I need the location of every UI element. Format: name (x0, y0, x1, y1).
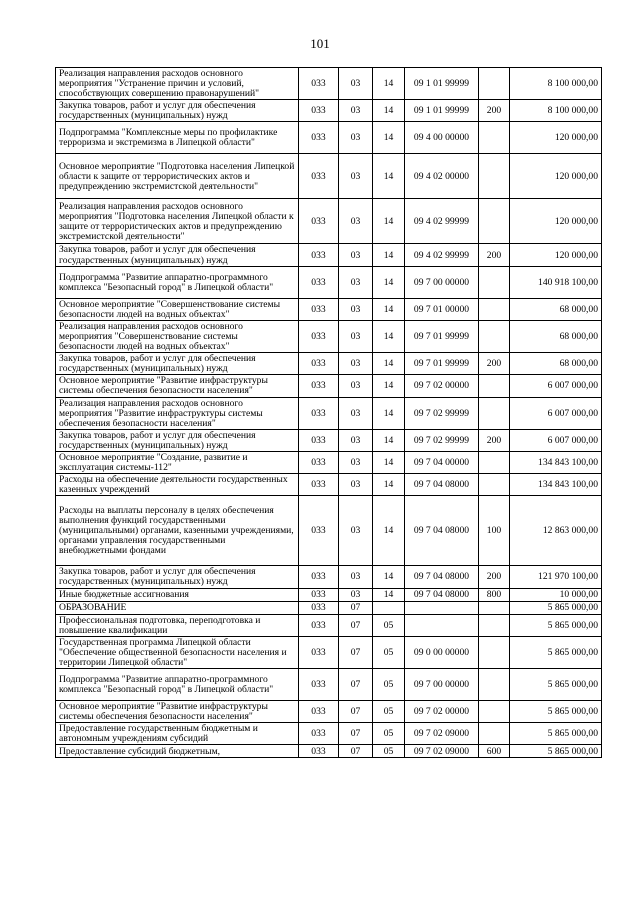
subsection-cell: 14 (373, 474, 405, 496)
section-cell: 03 (339, 566, 373, 588)
expense-type-cell (479, 375, 510, 397)
expense-type-cell: 600 (479, 745, 510, 758)
target-article-cell: 09 7 01 99999 (405, 353, 479, 375)
amount-cell: 120 000,00 (510, 122, 602, 154)
expense-name-cell: Основное мероприятие "Развитие инфраструктуры системы обеспечения безопасности населения" (56, 375, 299, 397)
section-cell: 07 (339, 701, 373, 723)
section-cell: 07 (339, 636, 373, 668)
expense-type-cell (479, 451, 510, 473)
expense-name-cell: Основное мероприятие "Подготовка населения Липецкой области к защите от террористических актов и предупреждению экстремистской деятельности" (56, 154, 299, 199)
table-row (56, 474, 602, 496)
section-cell: 07 (339, 614, 373, 636)
target-article-cell: 09 7 04 08000 (405, 496, 479, 566)
subsection-cell: 05 (373, 636, 405, 668)
amount-cell: 120 000,00 (510, 154, 602, 199)
amount-cell: 121 970 100,00 (510, 566, 602, 588)
expense-name-cell: Реализация направления расходов основного мероприятия "Развитие инфраструктуры системы обеспечения безопасности населения" (56, 397, 299, 429)
section-cell: 03 (339, 375, 373, 397)
table-row (56, 68, 602, 100)
expense-name-cell: Закупка товаров, работ и услуг для обеспечения государственных (муниципальных) нужд (56, 566, 299, 588)
target-article-cell: 09 7 00 00000 (405, 266, 479, 298)
expense-name-cell: Предоставление субсидий бюджетным, (56, 745, 299, 758)
amount-cell: 5 865 000,00 (510, 723, 602, 745)
expense-type-cell: 200 (479, 353, 510, 375)
table-row (56, 496, 602, 566)
expense-name-cell: Основное мероприятие "Развитие инфраструктуры системы обеспечения безопасности населения" (56, 701, 299, 723)
target-article-cell: 09 4 00 00000 (405, 122, 479, 154)
table-row (56, 451, 602, 473)
budget-table (55, 67, 602, 758)
target-article-cell: 09 1 01 99999 (405, 100, 479, 122)
section-cell: 03 (339, 429, 373, 451)
expense-type-cell (479, 701, 510, 723)
table-row (56, 614, 602, 636)
expense-name-cell: Реализация направления расходов основного мероприятия "Подготовка населения Липецкой области к защите от террористических актов и предупреждению экстремистской деятельности" (56, 199, 299, 244)
ministry-code-cell: 033 (299, 320, 339, 352)
amount-cell: 140 918 100,00 (510, 266, 602, 298)
ministry-code-cell: 033 (299, 588, 339, 601)
table-row (56, 636, 602, 668)
amount-cell: 6 007 000,00 (510, 375, 602, 397)
target-article-cell: 09 7 02 09000 (405, 745, 479, 758)
section-cell: 03 (339, 298, 373, 320)
target-article-cell: 09 4 02 99999 (405, 199, 479, 244)
expense-type-cell: 200 (479, 100, 510, 122)
section-cell: 03 (339, 199, 373, 244)
subsection-cell: 14 (373, 122, 405, 154)
target-article-cell: 09 7 04 08000 (405, 588, 479, 601)
expense-name-cell: Закупка товаров, работ и услуг для обеспечения государственных (муниципальных) нужд (56, 429, 299, 451)
ministry-code-cell: 033 (299, 429, 339, 451)
target-article-cell: 09 7 04 08000 (405, 566, 479, 588)
ministry-code-cell: 033 (299, 244, 339, 266)
ministry-code-cell: 033 (299, 100, 339, 122)
target-article-cell: 09 7 04 08000 (405, 474, 479, 496)
amount-cell: 5 865 000,00 (510, 636, 602, 668)
ministry-code-cell: 033 (299, 601, 339, 614)
ministry-code-cell: 033 (299, 566, 339, 588)
expense-type-cell (479, 669, 510, 701)
amount-cell: 8 100 000,00 (510, 100, 602, 122)
ministry-code-cell: 033 (299, 199, 339, 244)
table-row (56, 154, 602, 199)
table-row (56, 601, 602, 614)
ministry-code-cell: 033 (299, 723, 339, 745)
ministry-code-cell: 033 (299, 474, 339, 496)
subsection-cell: 05 (373, 745, 405, 758)
table-row (56, 723, 602, 745)
section-cell: 03 (339, 588, 373, 601)
expense-type-cell (479, 614, 510, 636)
amount-cell: 120 000,00 (510, 199, 602, 244)
amount-cell: 5 865 000,00 (510, 701, 602, 723)
target-article-cell: 09 7 02 00000 (405, 375, 479, 397)
amount-cell: 10 000,00 (510, 588, 602, 601)
amount-cell: 6 007 000,00 (510, 429, 602, 451)
ministry-code-cell: 033 (299, 298, 339, 320)
subsection-cell: 14 (373, 496, 405, 566)
target-article-cell: 09 0 00 00000 (405, 636, 479, 668)
ministry-code-cell: 033 (299, 154, 339, 199)
subsection-cell: 14 (373, 320, 405, 352)
section-cell: 03 (339, 474, 373, 496)
amount-cell: 8 100 000,00 (510, 68, 602, 100)
target-article-cell: 09 7 02 99999 (405, 397, 479, 429)
expense-type-cell (479, 68, 510, 100)
table-row (56, 397, 602, 429)
subsection-cell: 14 (373, 566, 405, 588)
amount-cell: 134 843 100,00 (510, 451, 602, 473)
amount-cell: 5 865 000,00 (510, 614, 602, 636)
section-cell: 03 (339, 397, 373, 429)
expense-name-cell: Основное мероприятие "Создание, развитие и эксплуатация системы-112" (56, 451, 299, 473)
expense-name-cell: Основное мероприятие "Совершенствование системы безопасности людей на водных объектах" (56, 298, 299, 320)
ministry-code-cell: 033 (299, 496, 339, 566)
amount-cell: 12 863 000,00 (510, 496, 602, 566)
expense-name-cell: Реализация направления расходов основного мероприятия "Совершенствование системы безопасности людей на водных объектах" (56, 320, 299, 352)
section-cell: 03 (339, 320, 373, 352)
amount-cell: 5 865 000,00 (510, 601, 602, 614)
expense-name-cell: ОБРАЗОВАНИЕ (56, 601, 299, 614)
expense-type-cell (479, 474, 510, 496)
expense-type-cell (479, 397, 510, 429)
target-article-cell: 09 7 01 99999 (405, 320, 479, 352)
amount-cell: 68 000,00 (510, 320, 602, 352)
subsection-cell: 14 (373, 68, 405, 100)
subsection-cell: 14 (373, 397, 405, 429)
table-row (56, 669, 602, 701)
expense-type-cell (479, 199, 510, 244)
expense-name-cell: Подпрограмма "Комплексные меры по профилактике терроризма и экстремизма в Липецкой области" (56, 122, 299, 154)
expense-type-cell (479, 320, 510, 352)
section-cell: 03 (339, 154, 373, 199)
subsection-cell: 14 (373, 199, 405, 244)
expense-type-cell: 800 (479, 588, 510, 601)
amount-cell: 5 865 000,00 (510, 669, 602, 701)
ministry-code-cell: 033 (299, 701, 339, 723)
expense-name-cell: Расходы на выплаты персоналу в целях обеспечения выполнения функций государственными (муниципальными) органами, казенными учреждениями, органами управления государственными внебюджетными фондами (56, 496, 299, 566)
target-article-cell: 09 1 01 99999 (405, 68, 479, 100)
table-row (56, 745, 602, 758)
table-row (56, 298, 602, 320)
section-cell: 03 (339, 496, 373, 566)
expense-name-cell: Реализация направления расходов основного мероприятия "Устранение причин и условий, способствующих совершению правонарушений" (56, 68, 299, 100)
amount-cell: 120 000,00 (510, 244, 602, 266)
section-cell: 03 (339, 100, 373, 122)
table-row (56, 244, 602, 266)
table-row (56, 199, 602, 244)
ministry-code-cell: 033 (299, 614, 339, 636)
ministry-code-cell: 033 (299, 375, 339, 397)
expense-name-cell: Предоставление государственным бюджетным и автономным учреждениям субсидий (56, 723, 299, 745)
section-cell: 03 (339, 244, 373, 266)
subsection-cell: 14 (373, 244, 405, 266)
subsection-cell: 14 (373, 429, 405, 451)
table-row (56, 701, 602, 723)
target-article-cell (405, 601, 479, 614)
target-article-cell: 09 7 00 00000 (405, 669, 479, 701)
section-cell: 07 (339, 669, 373, 701)
subsection-cell: 14 (373, 375, 405, 397)
table-row (56, 353, 602, 375)
target-article-cell: 09 7 01 00000 (405, 298, 479, 320)
subsection-cell: 05 (373, 723, 405, 745)
ministry-code-cell: 033 (299, 745, 339, 758)
section-cell: 03 (339, 266, 373, 298)
expense-name-cell: Расходы на обеспечение деятельности государственных казенных учреждений (56, 474, 299, 496)
target-article-cell: 09 4 02 99999 (405, 244, 479, 266)
expense-type-cell (479, 154, 510, 199)
expense-name-cell: Закупка товаров, работ и услуг для обеспечения государственных (муниципальных) нужд (56, 100, 299, 122)
subsection-cell: 05 (373, 701, 405, 723)
table-row (56, 429, 602, 451)
subsection-cell: 05 (373, 669, 405, 701)
section-cell: 03 (339, 353, 373, 375)
ministry-code-cell: 033 (299, 68, 339, 100)
subsection-cell: 14 (373, 154, 405, 199)
ministry-code-cell: 033 (299, 122, 339, 154)
expense-type-cell: 200 (479, 244, 510, 266)
expense-name-cell: Иные бюджетные ассигнования (56, 588, 299, 601)
amount-cell: 134 843 100,00 (510, 474, 602, 496)
section-cell: 07 (339, 723, 373, 745)
table-row (56, 122, 602, 154)
ministry-code-cell: 033 (299, 397, 339, 429)
subsection-cell: 14 (373, 588, 405, 601)
amount-cell: 6 007 000,00 (510, 397, 602, 429)
subsection-cell: 14 (373, 266, 405, 298)
ministry-code-cell: 033 (299, 266, 339, 298)
table-row (56, 100, 602, 122)
expense-name-cell: Закупка товаров, работ и услуг для обеспечения государственных (муниципальных) нужд (56, 244, 299, 266)
target-article-cell: 09 7 04 00000 (405, 451, 479, 473)
table-row (56, 588, 602, 601)
expense-name-cell: Подпрограмма "Развитие аппаратно-программного комплекса "Безопасный город" в Липецкой области" (56, 266, 299, 298)
target-article-cell: 09 4 02 00000 (405, 154, 479, 199)
expense-type-cell (479, 122, 510, 154)
table-row (56, 320, 602, 352)
subsection-cell: 14 (373, 353, 405, 375)
table-row (56, 566, 602, 588)
expense-type-cell: 200 (479, 566, 510, 588)
expense-type-cell: 100 (479, 496, 510, 566)
expense-type-cell: 200 (479, 429, 510, 451)
ministry-code-cell: 033 (299, 636, 339, 668)
expense-type-cell (479, 266, 510, 298)
amount-cell: 5 865 000,00 (510, 745, 602, 758)
expense-name-cell: Закупка товаров, работ и услуг для обеспечения государственных (муниципальных) нужд (56, 353, 299, 375)
target-article-cell (405, 614, 479, 636)
table-row (56, 266, 602, 298)
subsection-cell (373, 601, 405, 614)
subsection-cell: 14 (373, 298, 405, 320)
table-row (56, 375, 602, 397)
section-cell: 03 (339, 122, 373, 154)
expense-name-cell: Профессиональная подготовка, переподготовка и повышение квалификации (56, 614, 299, 636)
subsection-cell: 14 (373, 100, 405, 122)
section-cell: 03 (339, 68, 373, 100)
subsection-cell: 14 (373, 451, 405, 473)
ministry-code-cell: 033 (299, 451, 339, 473)
ministry-code-cell: 033 (299, 669, 339, 701)
section-cell: 07 (339, 745, 373, 758)
page-number: 101 (310, 36, 330, 51)
target-article-cell: 09 7 02 00000 (405, 701, 479, 723)
ministry-code-cell: 033 (299, 353, 339, 375)
expense-type-cell (479, 723, 510, 745)
expense-type-cell (479, 298, 510, 320)
subsection-cell: 05 (373, 614, 405, 636)
target-article-cell: 09 7 02 99999 (405, 429, 479, 451)
expense-name-cell: Государственная программа Липецкой области "Обеспечение общественной безопасности населения и территории Липецкой области" (56, 636, 299, 668)
expense-name-cell: Подпрограмма "Развитие аппаратно-программного комплекса "Безопасный город" в Липецкой области" (56, 669, 299, 701)
expense-type-cell (479, 601, 510, 614)
amount-cell: 68 000,00 (510, 298, 602, 320)
target-article-cell: 09 7 02 09000 (405, 723, 479, 745)
amount-cell: 68 000,00 (510, 353, 602, 375)
expense-type-cell (479, 636, 510, 668)
budget-table-body (56, 68, 602, 758)
section-cell: 03 (339, 451, 373, 473)
section-cell: 07 (339, 601, 373, 614)
